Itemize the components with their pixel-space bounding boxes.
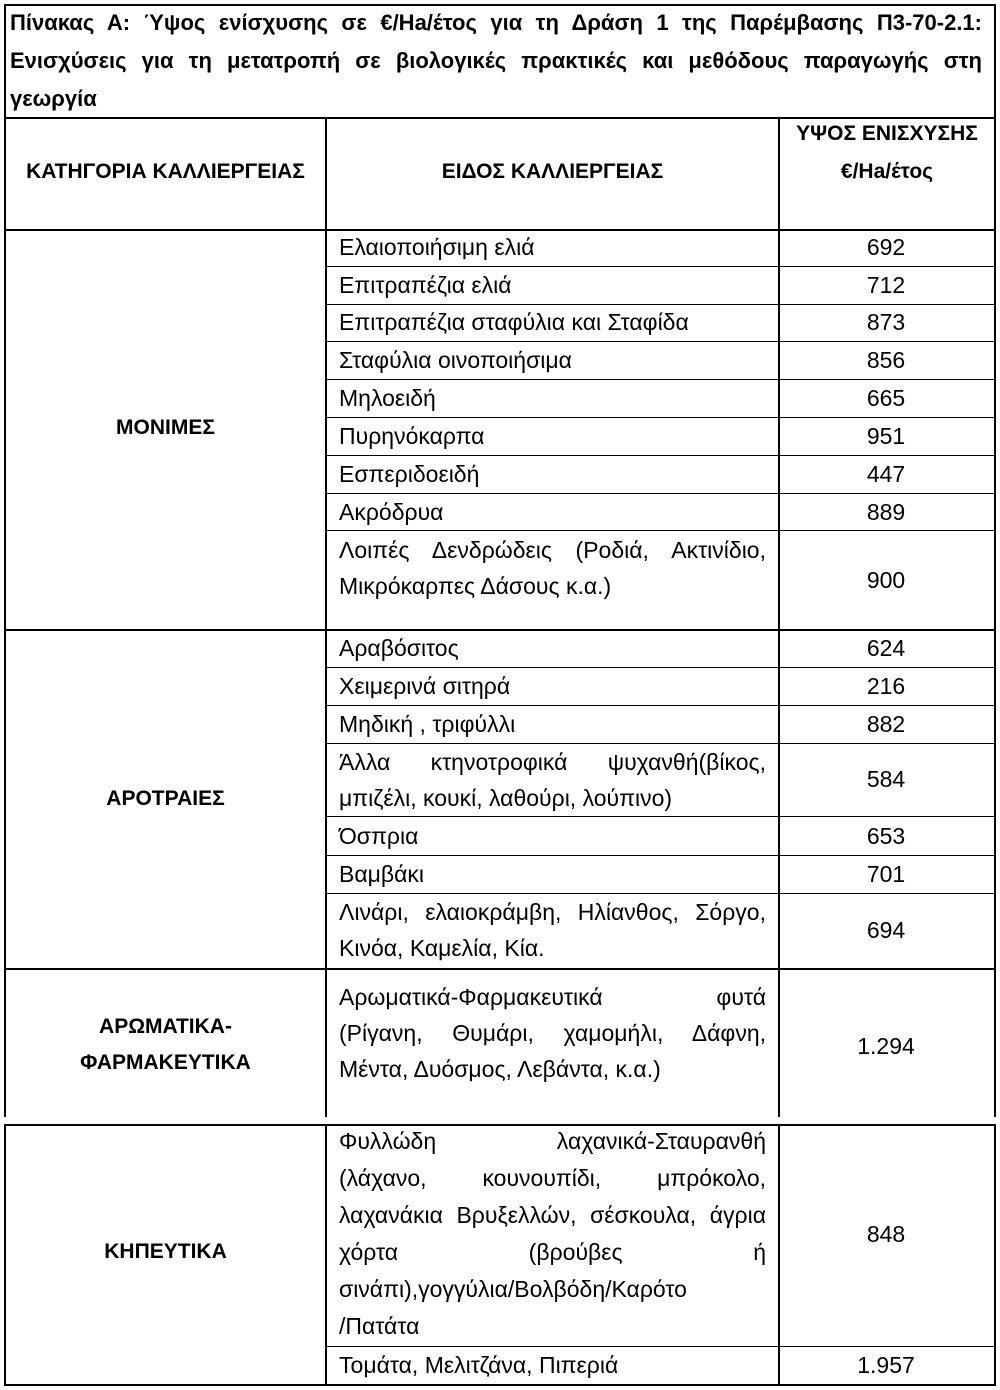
crop-type: Ακρόδρυα [339,499,444,525]
crop-type: Αραβόσιτος [339,635,459,661]
crop-type: Κινόα, Καμελία, Κία. [339,935,545,961]
table-title-line3: γεωργία [10,86,97,111]
col-divider-1 [325,117,327,1117]
category-permanent: ΜΟΝΙΜΕΣ [116,416,215,439]
crop-amount: 848 [866,1221,906,1247]
crop-amount: 1.957 [857,1352,915,1378]
crop-type: Φυλλώδη λαχανικά-Σταυρανθή [339,1128,766,1154]
crop-type: Μηλοειδή [339,385,436,411]
crop-amount: 653 [866,823,906,849]
category-aromatic-line2: ΦΑΡΜΑΚΕΥΤΙΚΑ [80,1051,251,1074]
crop-amount: 856 [866,347,906,373]
crop-amount: 447 [866,461,906,487]
crop-type: /Πατάτα [339,1313,420,1339]
crop-amount: 216 [866,673,906,699]
crop-type: Μηδική , τριφύλλι [339,711,516,737]
crop-amount: 889 [866,499,906,525]
crop-type: Σταφύλια οινοποιήσιμα [339,347,572,373]
crop-amount: 701 [866,861,906,887]
header-category: ΚΑΤΗΓΟΡΙΑ ΚΑΛΛΙΕΡΓΕΙΑΣ [26,160,305,183]
crop-amount: 951 [866,423,906,449]
crop-type: σινάπι),γογγύλια/Βολβόδη/Καρότο [339,1276,687,1302]
table-border-right [994,4,996,1117]
crop-amount: 694 [866,917,906,943]
crop-amount: 882 [866,711,906,737]
crop-amount: 873 [866,309,906,335]
crop-type: Λοιπές Δενδρώδεις (Ροδιά, Ακτινίδιο, [339,537,766,563]
crop-type: Μικρόκαρπες Δάσους κ.α.) [339,573,612,599]
crop-type: Ελαιοποιήσιμη ελιά [339,234,535,260]
crop-type: μπιζέλι, κουκί, λαθούρι, λούπινο) [339,785,673,811]
crop-type: Άλλα κτηνοτροφικά ψυχανθή(βίκος, [339,749,766,775]
crop-type: Εσπεριδοειδή [339,461,480,487]
crop-type: (λάχανο, κουνουπίδι, μπρόκολο, [339,1165,766,1191]
crop-type: Μέντα, Δυόσμος, Λεβάντα, κ.α.) [339,1056,661,1082]
crop-type: Πυρηνόκαρπα [339,423,485,449]
category-vegetables: ΚΗΠΕΥΤΙΚΑ [104,1240,227,1263]
crop-type: Όσπρια [339,823,419,849]
table-title-line1: Πίνακας Α: Ύψος ενίσχυσης σε €/Ha/έτος για τη Δράση 1 της Παρέμβασης Π3-70-2.1: [10,10,982,35]
crop-amount: 712 [866,272,906,298]
table2-border-bottom [4,1384,996,1386]
crop-type: λαχανάκια Βρυξελλών, σέσκουλα, άγρια [339,1202,766,1228]
crop-type: χόρτα (βρούβες ή [339,1239,766,1265]
header-type: ΕΙΔΟΣ ΚΑΛΛΙΕΡΓΕΙΑΣ [441,160,664,183]
crop-type: Βαμβάκι [339,861,425,887]
crop-amount: 584 [866,766,906,792]
category-aromatic-line1: ΑΡΩΜΑΤΙΚΑ- [99,1015,232,1038]
crop-type: Λινάρι, ελαιοκράμβη, Ηλίανθος, Σόργο, [339,899,766,925]
group-line [4,968,996,970]
crop-type: (Ρίγανη, Θυμάρι, χαμομήλι, Δάφνη, [339,1020,766,1046]
crop-type: Επιτραπέζια ελιά [339,272,512,298]
header-amount-line1: ΥΨΟΣ ΕΝΙΣΧΥΣΗΣ [796,122,978,145]
crop-amount: 900 [866,567,906,593]
crop-type: Αρωματικά-Φαρμακευτικά φυτά [339,984,766,1010]
crop-amount: 1.294 [857,1033,915,1059]
crop-type: Χειμερινά σιτηρά [339,673,511,699]
crop-type: Τομάτα, Μελιτζάνα, Πιπεριά [339,1352,619,1378]
category-arable: ΑΡΟΤΡΑΙΕΣ [106,787,225,810]
crop-amount: 665 [866,385,906,411]
table-title-line2: Ενισχύσεις για τη μετατροπή σε βιολογικές πρακτικές και μεθόδους παραγωγής στη [10,48,982,73]
crop-amount: 692 [866,234,906,260]
crop-amount: 624 [866,635,906,661]
header-amount-line2: €/Ha/έτος [840,160,934,183]
crop-type: Επιτραπέζια σταφύλια και Σταφίδα [339,309,689,335]
